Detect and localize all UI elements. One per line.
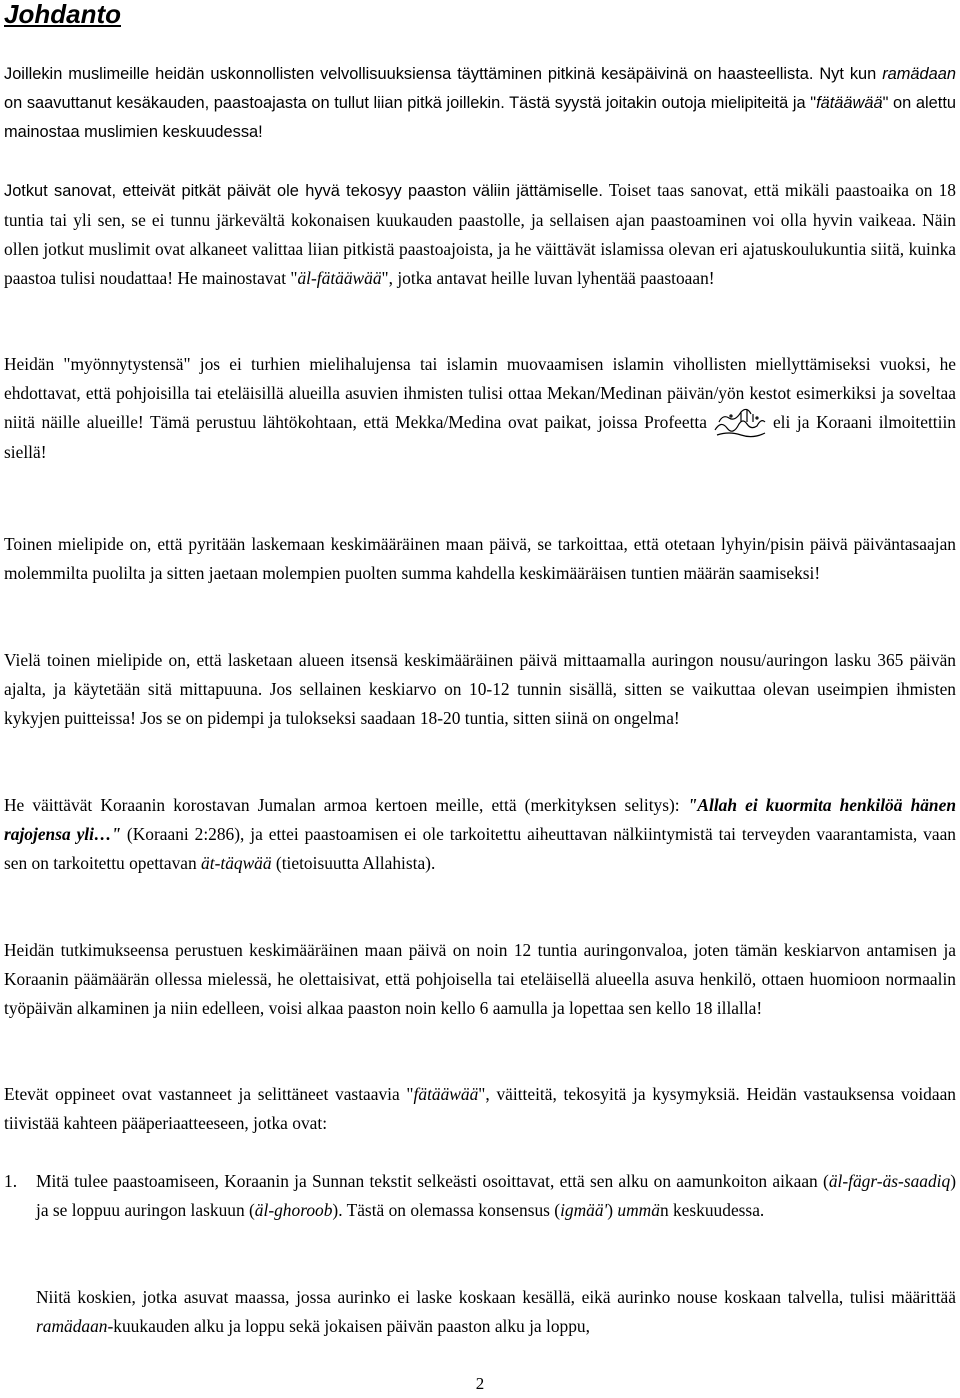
text-run: Toiset taas sanovat, että mikäli paastoaika on 18 tuntia tai yli sen, se ei tunnu järkevältä kokonaisen kuukauden paastolle, ja sellaisen ajan paastoaminen voi olla hyvin vaikeaa. — [4, 180, 956, 230]
quran-quote: "Allah ei kuormita henkilöä hänen rajojensa yli…" — [4, 795, 956, 844]
text-run: Näin ollen jotkut muslimit ovat alkaneet valittaa liian pitkistä paastoajoista, ja he väittävät islamissa olevan eri ajatuskoulukuntia siitä, kuinka paastoa tulisi noudattaa! He mainostavat " — [4, 210, 956, 288]
text-run: Heidän "myönnytystensä" jos ei turhien mielihalujensa tai islamin muovaamisen islamin vihollisten miellyttämiseksi vuoksi, he ehdottavat, että pohjoisilla tai eteläisillä alueilla asuvien ihmisten tulisi ottaa Mekan/Medinan päivän/yön kestot esimerkiksi ja soveltaa niitä näille alueille! Tämä perustuu lähtökohtaan, että Mekka/Medina ovat paikat, joissa Profeetta — [4, 354, 956, 432]
term-al-fagr-as-saadiq: äl-fägr-äs-saadiq — [828, 1171, 951, 1191]
text-run: ) — [607, 1200, 618, 1220]
paragraph-twelve-hours: Heidän tutkimukseensa perustuen keskimääräinen maan päivä on noin 12 tuntia auringonvaloa, joten tämän keskiarvon antamisen ja Koraanin päämäärän ollessa mielessä, he olettaisivat, että pohjoisella tai eteläisellä alueella asuva henkilö, ottaen huomioon normaalin työpäivän alkaminen ja niin edelleen, voisi alkaa paaston noin kello 6 aamulla ja lopettaa sen kello 18 illalla! — [4, 940, 956, 1018]
text-run: Joillekin muslimeille heidän uskonnollisten velvollisuuksiensa täyttäminen pitkinä kesäpäivinä on haasteellista. Nyt kun — [4, 65, 883, 83]
text-run: eli ja Koraani ilmoitettiin siellä! — [4, 412, 956, 462]
text-run: (tietoisuutta Allahista). — [271, 853, 436, 873]
term-fataawaa: fätääwää — [413, 1084, 479, 1104]
text-run: Mitä tulee paastoamiseen, Koraanin ja Sunnan tekstit selkeästi osoittavat, että sen alku on aamunkoiton aikaan ( — [36, 1171, 829, 1191]
salawat-calligraphy-icon — [711, 408, 769, 438]
paragraph-quran-mercy — [4, 791, 956, 878]
text-run: He väittävät Koraanin korostavan Jumalan armoa kertoen meille, että (merkityksen selitys): — [4, 795, 688, 815]
text-run: Etevät oppineet ovat vastanneet ja selittäneet vastaavia " — [4, 1084, 414, 1104]
text-run: on saavuttanut kesäkauden, paastoajasta on tullut liian pitkä joillekin. Tästä syystä joitakin outoja mielipiteitä ja " — [4, 94, 817, 112]
term-ramadaan: ramädaan — [36, 1316, 108, 1336]
term-al-fataawaa: äl-fätääwää — [297, 268, 382, 288]
paragraph-average-day: Toinen mielipide on, että pyritään laskemaan keskimääräinen maan päivä, se tarkoittaa, että otetaan lyhyin/pisin päivä päiväntasaajan molemmilta puolilta ja sitten jaetaan molempien puolten summa kahdella keskimääräisen tuntien määrän saamiseksi! — [4, 534, 956, 583]
text-run: Niitä koskien, jotka asuvat maassa, jossa aurinko ei laske koskaan kesällä, eikä aurinko nouse koskaan talvella, tulisi määrittää — [36, 1287, 956, 1307]
term-umma: ummä — [617, 1200, 660, 1220]
page-title: Johdanto — [4, 0, 121, 29]
term-igmaa: igmää' — [560, 1200, 608, 1220]
term-at-taqwaa: ät-täqwää — [201, 853, 272, 873]
list-item-text — [36, 1167, 956, 1225]
list-number: 1. — [4, 1171, 18, 1191]
term-ramadaan: ramädaan — [882, 65, 956, 83]
text-run: ", väitteitä, tekosyitä ja kysymyksiä. Heidän vastauksensa voidaan tiivistää kahteen pääperiaatteeseen, jotka ovat: — [4, 1084, 956, 1133]
text-run: ) ja se loppuu auringon laskuun ( — [36, 1171, 956, 1220]
paragraph-intro — [4, 60, 956, 147]
paragraph-polar-regions — [36, 1283, 956, 1341]
text-run: Jotkut sanovat, etteivät pitkät päivät ole hyvä tekosyy paaston väliin jättämiselle. — [4, 182, 603, 200]
text-run: n keskuudessa. — [659, 1200, 765, 1220]
paragraph-long-days — [4, 176, 956, 293]
text-run: (Koraani 2:286), ja ettei paastoamisen ei ole tarkoitettu aiheuttavan nälkiintymistä tai terveyden vaarantamista, vaan sen on tarkoitettu opettavan — [4, 824, 957, 873]
text-run: " on alettu mainostaa muslimien keskuudessa! — [4, 94, 956, 141]
paragraph-regional-average: Vielä toinen mielipide on, että lasketaan alueen itsensä keskimääräinen päivä mittaamalla auringon nousu/auringon lasku 365 päivän ajalta, ja käytetään sitä mittapuuna. Jos sellainen keskiarvo on 10-12 tunnin sisällä, sitten se vaikuttaa olevan useimpien ihmisten kykyjen puitteissa! Jos se on pidempi ja tulokseksi saadaan 18-20 tuntia, sitten siinä on ongelma! — [4, 650, 956, 728]
text-run: -kuukauden alku ja loppu sekä jokaisen päivän paaston alku ja loppu, — [107, 1316, 590, 1336]
term-al-ghoroob: äl-ghoroob — [254, 1200, 333, 1220]
page-number: 2 — [475, 1374, 485, 1393]
text-run: ", jotka antavat heille luvan lyhentää paastoaan! — [381, 268, 715, 288]
paragraph-scholars-answer — [4, 1080, 956, 1138]
term-fataawaa: fätääwää — [816, 94, 883, 112]
paragraph-concessions — [4, 350, 956, 467]
text-run: ). Tästä on olemassa konsensus ( — [332, 1200, 561, 1220]
